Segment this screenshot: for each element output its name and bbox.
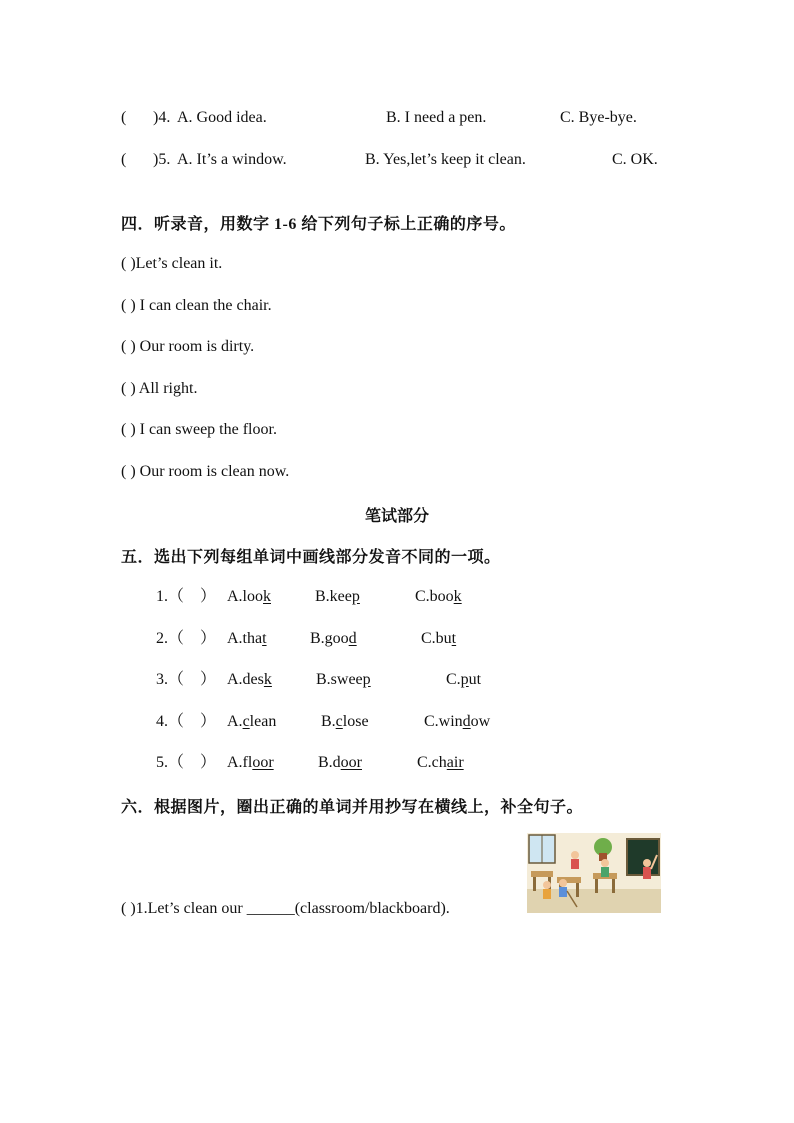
option-b: B. I need a pen. [386, 109, 487, 126]
option-b: B.close [321, 713, 369, 730]
answer-paren: ( [121, 151, 127, 168]
option-a: A.floor [227, 754, 274, 771]
item-number: 5.（ ） [156, 754, 217, 771]
option-a: A.clean [227, 713, 277, 730]
section-6-item-1: ( )1.Let’s clean our ______(classroom/blackboard). [121, 900, 450, 917]
option-a: A.desk [227, 671, 272, 688]
section-5-title: 五．选出下列每组单词中画线部分发音不同的一项。 [121, 549, 501, 566]
written-part-title: 笔试部分 [364, 508, 429, 525]
sentence-item: ( ) Our room is clean now. [121, 463, 290, 480]
sentence-item: ( )Let’s clean it. [121, 255, 223, 272]
item-number: 2.（ ） [156, 630, 217, 647]
option-a: A. Good idea. [177, 109, 267, 126]
option-b: B.good [310, 630, 357, 647]
option-c: C.put [446, 671, 482, 688]
sentence-item: ( ) I can sweep the floor. [121, 421, 277, 438]
option-c: C.chair [417, 754, 464, 771]
section-4-title: 四．听录音，用数字 1-6 给下列句子标上正确的序号。 [121, 216, 516, 233]
option-a: A.that [227, 630, 267, 647]
sentence-item: ( ) All right. [121, 380, 198, 397]
option-c: C.but [421, 630, 457, 647]
question-number: )4. [153, 109, 171, 126]
option-b: B. Yes,let’s keep it clean. [365, 151, 526, 168]
option-b: B.door [318, 754, 362, 771]
item-number: 4.（ ） [156, 713, 217, 730]
question-number: )5. [153, 151, 171, 168]
answer-paren: ( [121, 109, 127, 126]
option-c: C. Bye-bye. [560, 109, 637, 126]
option-b: B.sweep [316, 671, 371, 688]
option-b: B.keep [315, 588, 360, 605]
sentence-item: ( ) Our room is dirty. [121, 338, 255, 355]
option-c: C.window [424, 713, 491, 730]
section-6-title: 六．根据图片，圈出正确的单词并用抄写在横线上，补全句子。 [121, 799, 584, 816]
option-c: C.book [415, 588, 462, 605]
classroom-cleaning-illustration [527, 833, 661, 913]
option-a: A.look [227, 588, 271, 605]
option-c: C. OK. [612, 151, 658, 168]
sentence-item: ( ) I can clean the chair. [121, 297, 272, 314]
item-number: 3.（ ） [156, 671, 217, 688]
option-a: A. It’s a window. [177, 151, 287, 168]
item-number: 1.（ ） [156, 588, 217, 605]
